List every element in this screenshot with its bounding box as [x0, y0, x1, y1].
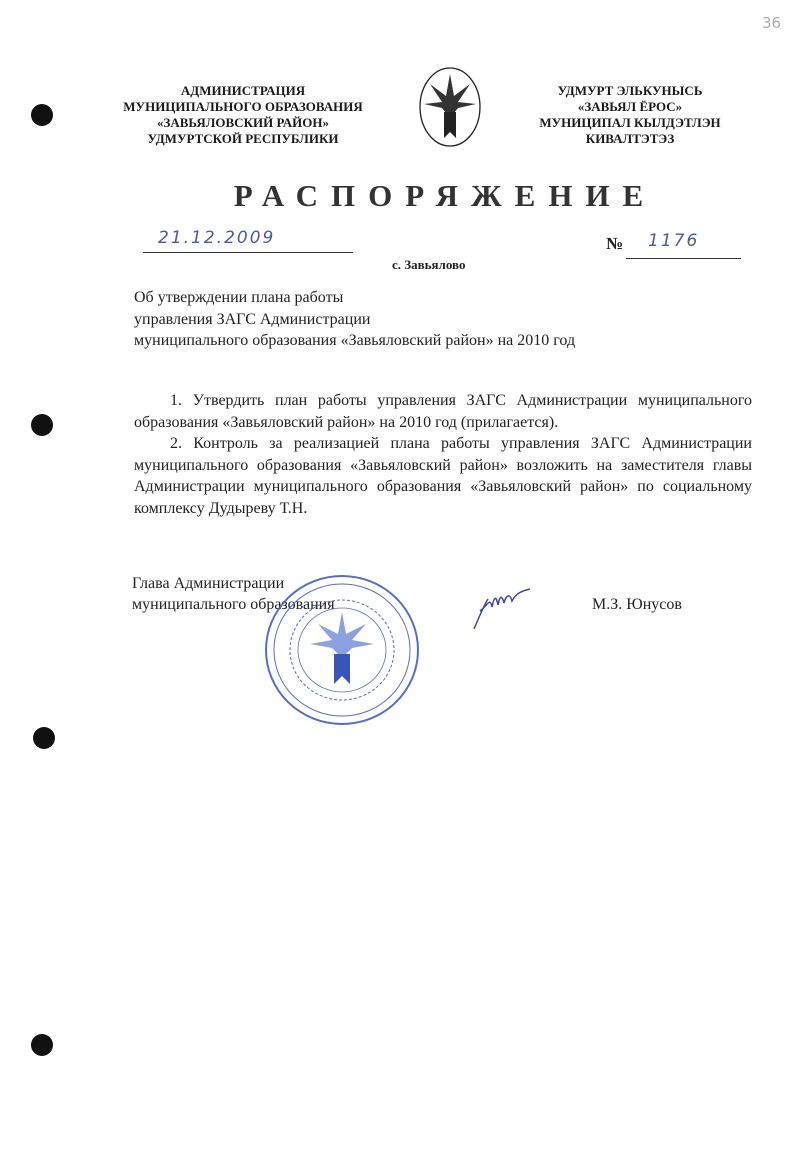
signatory-name: М.З. Юнусов [592, 596, 682, 613]
punch-hole [31, 1034, 53, 1056]
signature-position-line: Глава Администрации [132, 575, 285, 592]
subject-line: управления ЗАГС Администрации [134, 310, 371, 328]
header-left-line: АДМИНИСТРАЦИЯ [180, 83, 306, 98]
page-number: 36 [762, 14, 782, 32]
header-right-line: МУНИЦИПАЛ КЫЛДЭТЛЭН [539, 115, 721, 130]
header-right-line: «ЗАВЬЯЛ ЁРОС» [577, 99, 683, 114]
number-handwritten: 1176 [648, 231, 700, 251]
place: с. Завьялово [392, 257, 466, 272]
punch-hole [31, 104, 53, 126]
subject [134, 287, 575, 352]
signature-position-line: муниципального образования [132, 596, 335, 613]
header-right-line: УДМУРТ ЭЛЬКУНЫСЬ [557, 83, 703, 98]
punch-hole [33, 727, 55, 749]
subject-line: муниципального образования «Завьяловский район» на 2010 год [134, 332, 576, 349]
number-label: № [606, 234, 624, 253]
header-left-line: УДМУРТСКОЙ РЕСПУБЛИКИ [147, 131, 339, 146]
emblem-logo [418, 66, 482, 148]
paragraph: 2. Контроль за реализацией плана работы управления ЗАГС Администрации муниципального образования «Завьяловский район» возложить на заместителя главы Администрации муниципального образования «Завьяловский район» по социальному комплексу Дудыреву Т.Н. [134, 435, 752, 517]
subject-line: Об утверждении плана работы [134, 289, 344, 306]
header-left [118, 83, 368, 147]
document-title: РАСПОРЯЖЕНИЕ [233, 178, 657, 213]
signature-handwritten [470, 585, 540, 633]
date-handwritten: 21.12.2009 [158, 228, 276, 248]
paragraph: 1. Утвердить план работы управления ЗАГС Администрации муниципального образования «Завьяловский район» на 2010 год (прилагается). [134, 392, 752, 431]
number-underline [626, 258, 741, 259]
punch-hole [31, 414, 53, 436]
header-right-line: КИВАЛТЭТЭЗ [585, 131, 675, 146]
official-stamp [262, 572, 422, 728]
document-body [134, 390, 752, 519]
date-underline [143, 252, 353, 253]
header-left-line: МУНИЦИПАЛЬНОГО ОБРАЗОВАНИЯ [123, 99, 363, 114]
header-right [520, 83, 740, 147]
header-left-line: «ЗАВЬЯЛОВСКИЙ РАЙОН» [157, 115, 329, 130]
